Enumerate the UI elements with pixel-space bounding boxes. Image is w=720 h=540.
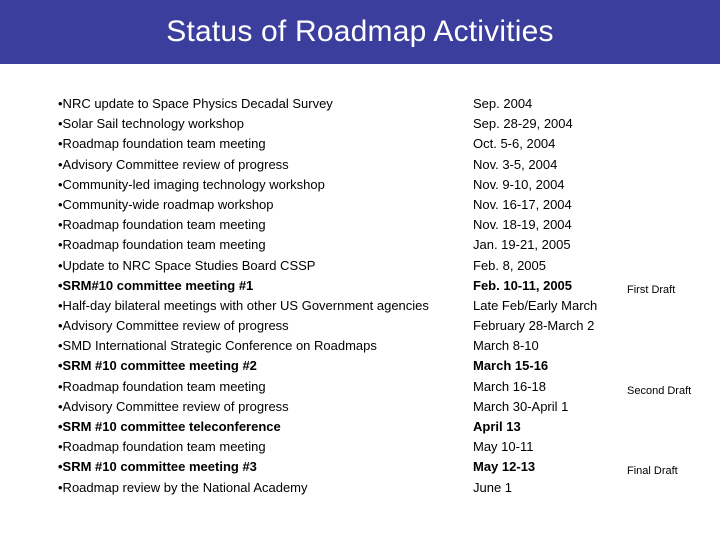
activity-date: Nov. 16-17, 2004 <box>473 196 572 212</box>
activity-date: Feb. 10-11, 2005 <box>473 277 573 293</box>
activity-table <box>58 94 618 498</box>
activity-date: April 13 <box>473 419 521 434</box>
activity-row <box>58 417 618 437</box>
activity-row <box>58 336 618 356</box>
activity-date: Nov. 9-10, 2004 <box>473 176 565 192</box>
activity-date: May 10-11 <box>473 439 534 455</box>
activity-name: •Roadmap foundation team meeting <box>58 237 266 253</box>
activity-row <box>58 478 618 498</box>
activity-date: March 8-10 <box>473 338 539 354</box>
activity-date: Jan. 19-21, 2005 <box>473 237 571 253</box>
activity-name: •Roadmap foundation team meeting <box>58 136 266 152</box>
activity-date: March 16-18 <box>473 378 546 394</box>
activity-date: June 1 <box>473 479 513 495</box>
activity-date: Nov. 18-19, 2004 <box>473 217 572 233</box>
activity-date: February 28-March 2 <box>473 318 595 334</box>
activity-name: •Roadmap review by the National Academy <box>58 479 308 495</box>
activity-row <box>58 457 618 477</box>
activity-row <box>58 296 618 316</box>
activity-date: Nov. 3-5, 2004 <box>473 156 558 172</box>
activity-name: •SMD International Strategic Conference on Roadmaps <box>58 338 377 354</box>
activity-name: •SRM #10 committee meeting #2 <box>58 358 257 374</box>
slide-title: Status of Roadmap Activities <box>166 15 554 48</box>
activity-row <box>58 195 618 215</box>
activity-name: •Update to NRC Space Studies Board CSSP <box>58 257 316 273</box>
activity-name: •SRM #10 committee teleconference <box>58 419 281 434</box>
activity-row <box>58 276 618 296</box>
activity-name: •SRM #10 committee meeting #3 <box>58 459 257 475</box>
activity-date: March 30-April 1 <box>473 398 569 414</box>
activity-row <box>58 94 618 114</box>
activity-date: Oct. 5-6, 2004 <box>473 136 556 152</box>
activity-row <box>58 397 618 417</box>
activity-date: Sep. 2004 <box>473 96 533 111</box>
activity-row <box>58 175 618 195</box>
activity-name: •Advisory Committee review of progress <box>58 318 289 334</box>
activity-name: •SRM#10 committee meeting #1 <box>58 277 254 293</box>
activity-name: •Advisory Committee review of progress <box>58 398 289 414</box>
activity-row <box>58 134 618 154</box>
activity-row <box>58 235 618 255</box>
second-draft-label: Second Draft <box>627 385 692 397</box>
title-bar <box>0 0 720 64</box>
activity-name: •Community-led imaging technology workshop <box>58 176 325 192</box>
activity-date: March 15-16 <box>473 358 549 374</box>
activity-row <box>58 437 618 457</box>
activity-name: •Roadmap foundation team meeting <box>58 439 266 455</box>
activity-row <box>58 316 618 336</box>
activity-row <box>58 215 618 235</box>
activity-row <box>58 256 618 276</box>
first-draft-label: First Draft <box>627 284 676 296</box>
activity-name: •Roadmap foundation team meeting <box>58 378 266 394</box>
activity-date: Sep. 28-29, 2004 <box>473 116 573 132</box>
activity-row <box>58 377 618 397</box>
activity-name: •Advisory Committee review of progress <box>58 156 289 172</box>
activity-name: •NRC update to Space Physics Decadal Survey <box>58 96 333 111</box>
activity-row <box>58 356 618 376</box>
activity-date: Feb. 8, 2005 <box>473 257 546 273</box>
activity-date: Late Feb/Early March <box>473 297 598 313</box>
activity-name: •Half-day bilateral meetings with other US Government agencies <box>58 297 429 313</box>
final-draft-label: Final Draft <box>627 465 678 477</box>
activity-date: May 12-13 <box>473 459 536 475</box>
activity-name: •Roadmap foundation team meeting <box>58 217 266 233</box>
activity-row <box>58 114 618 134</box>
activity-row <box>58 155 618 175</box>
activity-name: •Solar Sail technology workshop <box>58 116 244 132</box>
activity-name: •Community-wide roadmap workshop <box>58 196 274 212</box>
